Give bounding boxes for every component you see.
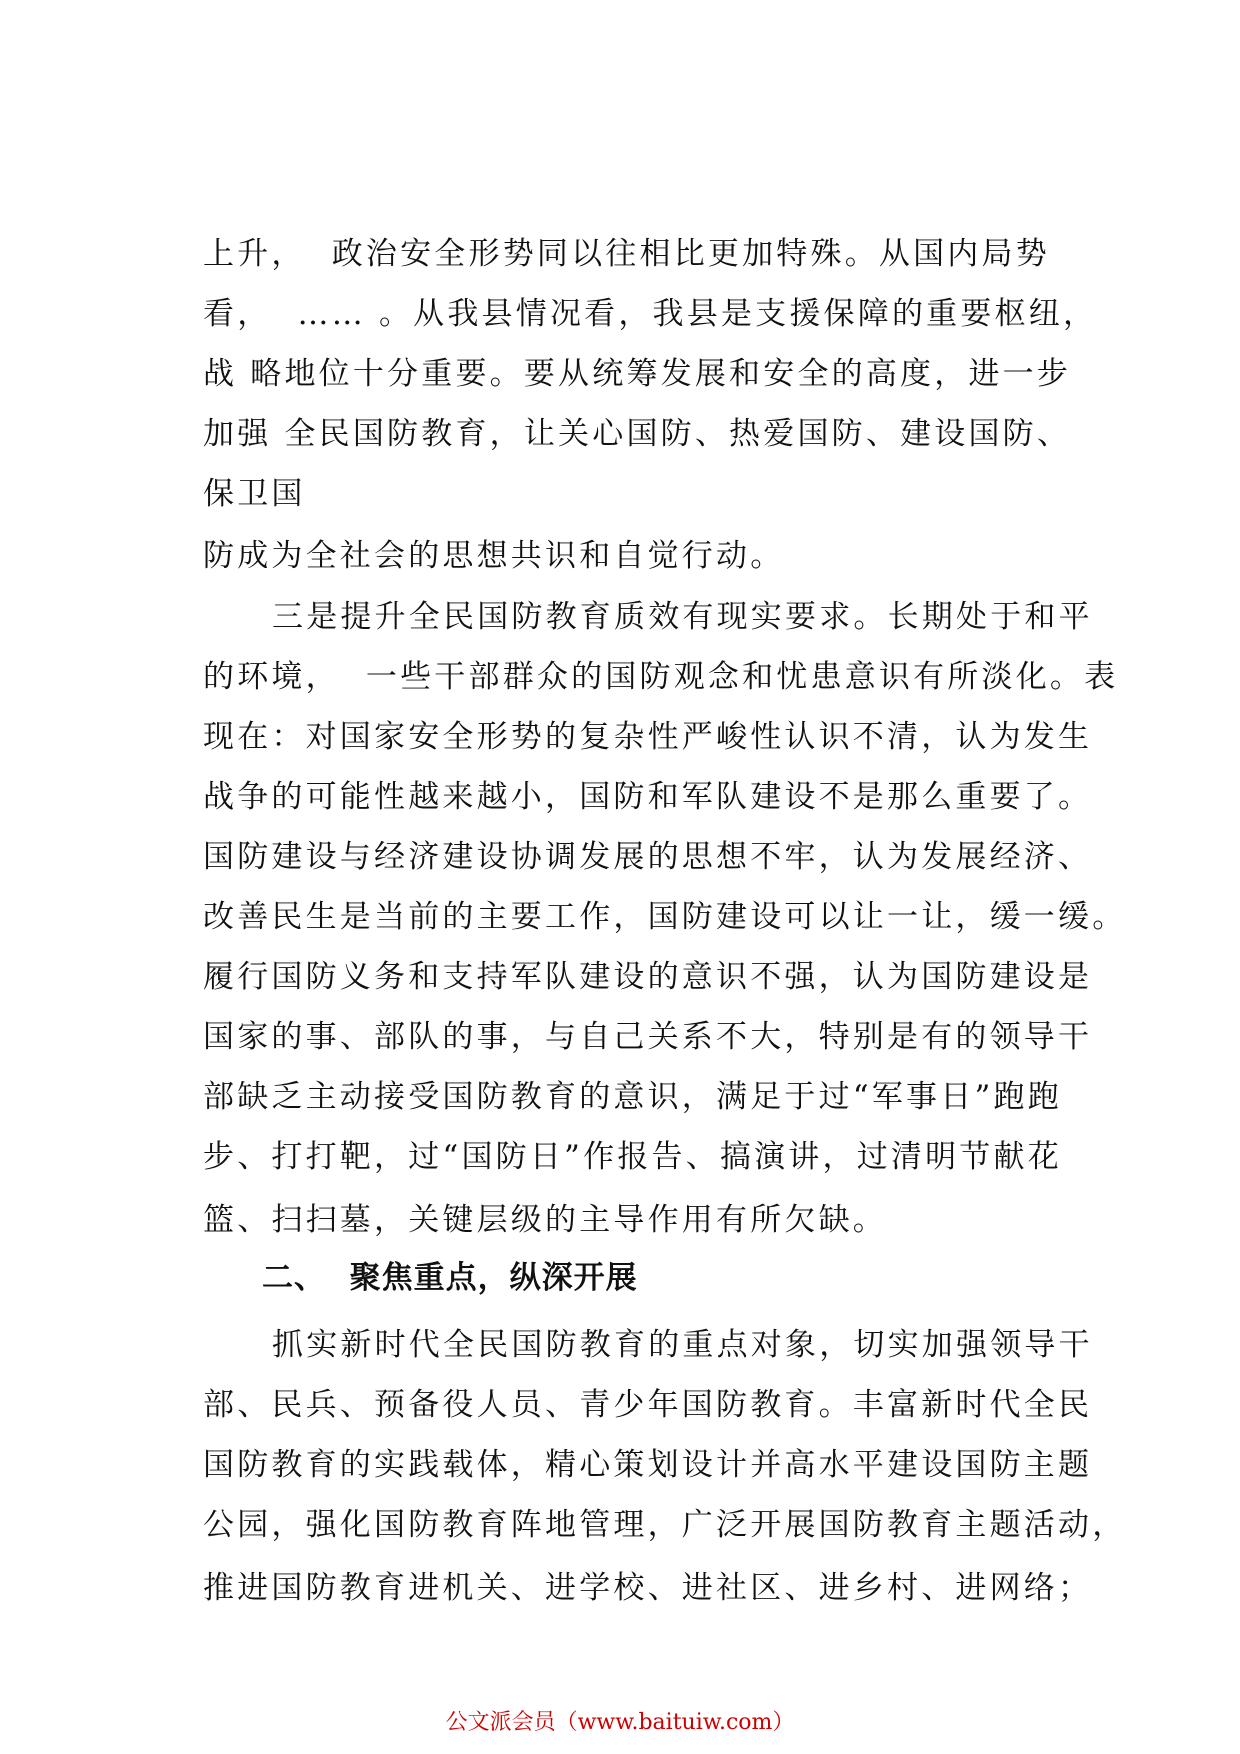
text-line: 国家的事、部队的事，与自己关系不大，特别是有的领导干 [203, 1019, 1093, 1055]
text-line: 现在：对国家安全形势的复杂性严峻性认识不清，认为发生 [203, 719, 1093, 755]
text-line: 履行国防义务和支持军队建设的意识不强，认为国防建设是 [203, 959, 1093, 995]
text-line: 篮、扫扫墓，关键层级的主导作用有所欠缺。 [203, 1202, 887, 1238]
paragraph-first-line: 三是提升全民国防教育质效有现实要求。长期处于和平 [272, 599, 1093, 635]
text-line: 推进国防教育进机关、进学校、进社区、进乡村、进网络； [203, 1570, 1093, 1606]
text-line: 改善民生是当前的主要工作，国防建设可以让一让，缓一缓。 [203, 899, 1127, 935]
text-line: 部、民兵、预备役人员、青少年国防教育。丰富新时代全民 [203, 1387, 1093, 1423]
text-line: 公园，强化国防教育阵地管理，广泛开展国防教育主题活动， [203, 1507, 1127, 1543]
text-line: 上升， 政治安全形势同以往相比更加特殊。从国内局势 [203, 236, 1050, 272]
text-line: 战 略地位十分重要。要从统筹发展和安全的高度，进一步 [203, 356, 1072, 392]
text-line: 国防教育的实践载体，精心策划设计并高水平建设国防主题 [203, 1447, 1093, 1483]
text-line: 步、打打靶，过“国防日”作报告、搞演讲，过清明节献花 [203, 1139, 1062, 1175]
text-line: 的环境， 一些干部群众的国防观念和忧患意识有所淡化。表 [203, 659, 1119, 695]
footer-watermark: 公文派会员（www.baituiw.com） [445, 1710, 795, 1735]
text-line: 保卫国 [203, 476, 306, 512]
section-heading: 二、 聚焦重点，纵深开展 [262, 1260, 638, 1296]
text-line: 国防建设与经济建设协调发展的思想不牢，认为发展经济、 [203, 839, 1093, 875]
text-line: 看， …… 。从我县情况看，我县是支援保障的重要枢纽， [203, 296, 1098, 332]
paragraph-first-line: 抓实新时代全民国防教育的重点对象，切实加强领导干 [272, 1327, 1093, 1363]
text-line: 部缺乏主动接受国防教育的意识，满足于过“军事日”跑跑 [203, 1079, 1062, 1115]
text-line: 战争的可能性越来越小，国防和军队建设不是那么重要了。 [203, 779, 1093, 815]
text-line: 加强 全民国防教育，让关心国防、热爱国防、建设国防、 [203, 416, 1072, 452]
text-line: 防成为全社会的思想共识和自觉行动。 [203, 538, 785, 574]
